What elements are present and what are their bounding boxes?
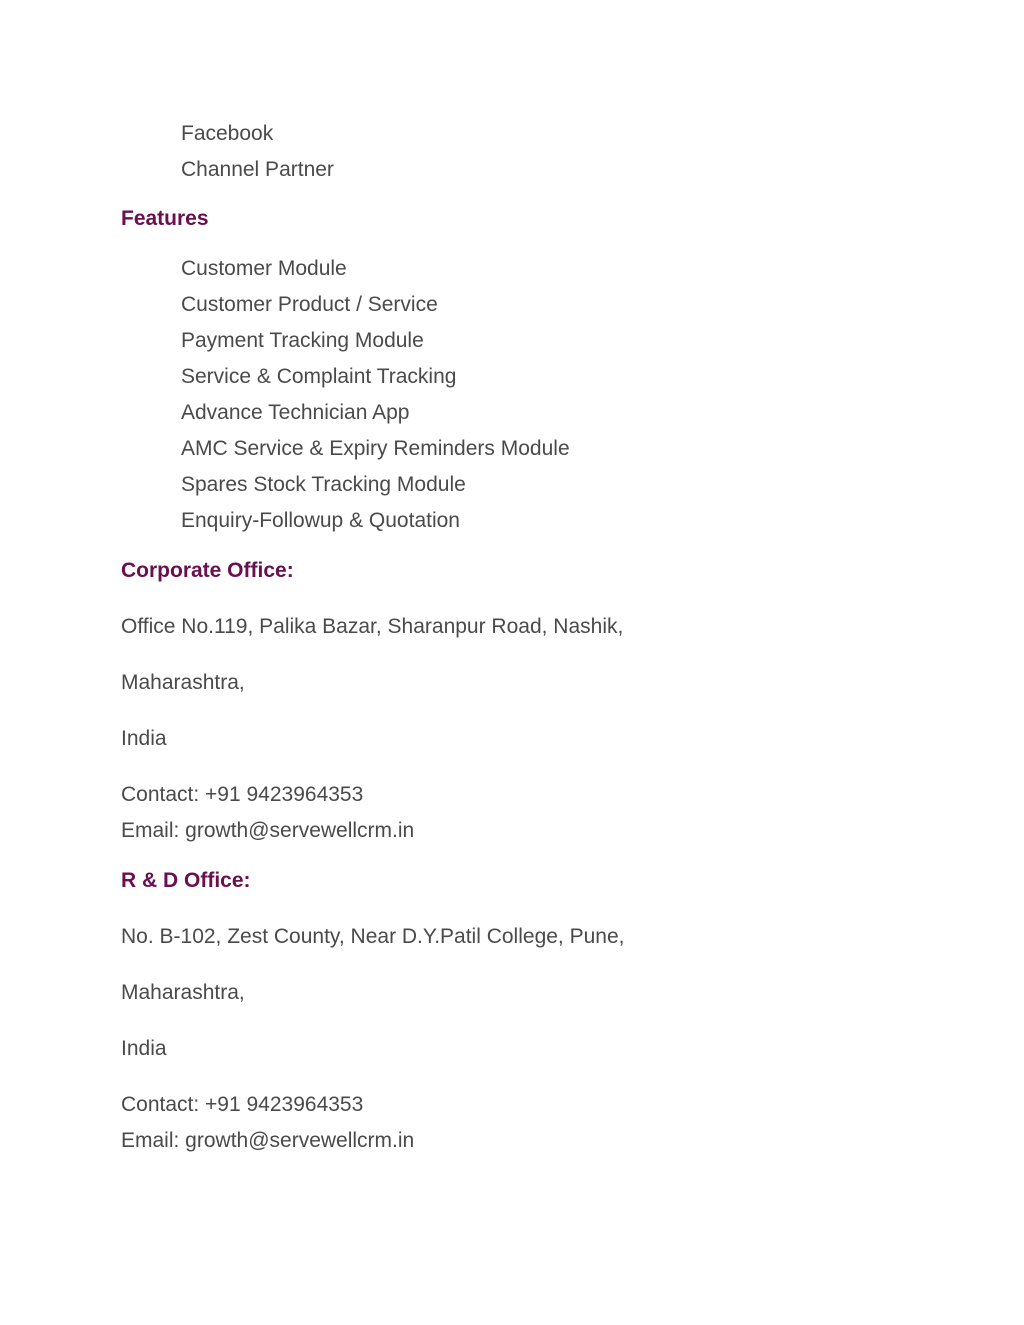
rd-address-state: Maharashtra, xyxy=(121,981,245,1004)
feature-item: Spares Stock Tracking Module xyxy=(181,473,466,496)
rd-email: Email: growth@servewellcrm.in xyxy=(121,1129,415,1152)
list-item-facebook: Facebook xyxy=(181,122,274,145)
corporate-address-country: India xyxy=(121,727,167,750)
rd-address-line: No. B-102, Zest County, Near D.Y.Patil College, Pune, xyxy=(121,925,625,948)
corporate-contact: Contact: +91 9423964353 xyxy=(121,783,364,806)
feature-item: Enquiry-Followup & Quotation xyxy=(181,509,460,532)
feature-item: Advance Technician App xyxy=(181,401,410,424)
list-item-channel-partner: Channel Partner xyxy=(181,158,334,181)
feature-item: Payment Tracking Module xyxy=(181,329,424,352)
rd-office-heading: R & D Office: xyxy=(121,869,251,892)
rd-contact: Contact: +91 9423964353 xyxy=(121,1093,364,1116)
corporate-address-state: Maharashtra, xyxy=(121,671,245,694)
feature-item: Service & Complaint Tracking xyxy=(181,365,457,388)
corporate-office-heading: Corporate Office: xyxy=(121,559,294,582)
feature-item: Customer Product / Service xyxy=(181,293,438,316)
corporate-email: Email: growth@servewellcrm.in xyxy=(121,819,415,842)
feature-item: AMC Service & Expiry Reminders Module xyxy=(181,437,570,460)
corporate-address-line: Office No.119, Palika Bazar, Sharanpur Road, Nashik, xyxy=(121,615,624,638)
features-heading: Features xyxy=(121,207,209,230)
feature-item: Customer Module xyxy=(181,257,347,280)
rd-address-country: India xyxy=(121,1037,167,1060)
